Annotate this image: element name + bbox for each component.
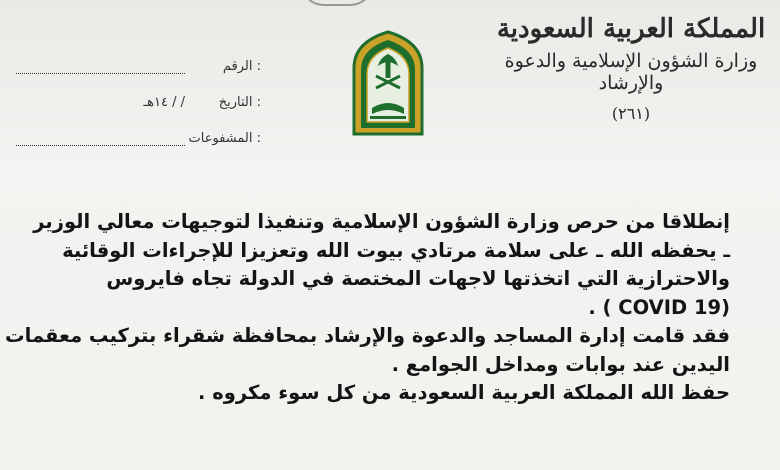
ministry-header xyxy=(496,14,766,123)
date-row xyxy=(16,74,261,110)
partial-stamp xyxy=(300,0,374,6)
attachments-field xyxy=(16,129,185,146)
body-line: اليدين عند بوابات ومداخل الجوامع . xyxy=(391,352,730,376)
number-field xyxy=(16,57,185,74)
attachments-label: : المشفوعات xyxy=(188,131,261,146)
reference-fields xyxy=(16,38,261,146)
date-label: : التاريخ xyxy=(218,95,261,110)
number-label: : الرقم xyxy=(222,59,261,74)
kingdom-name: المملكة العربية السعودية xyxy=(496,14,766,44)
body-line: والاحترازية التي اتخذتها لاجهات المختصة في الدولة تجاه فايروس xyxy=(106,267,730,290)
attachments-row xyxy=(16,110,261,146)
date-field: / / ١٤هـ xyxy=(143,95,185,110)
body-line: ـ يحفظه الله ـ على سلامة مرتادي بيوت الله وتعزيزا للإجراءات الوقائية xyxy=(62,238,730,262)
body-line: حفظ الله المملكة العربية السعودية من كل سوء مكروه . xyxy=(198,381,730,404)
ministry-emblem-icon xyxy=(350,28,426,136)
number-row xyxy=(16,38,261,74)
ministry-name: وزارة الشؤون الإسلامية والدعوة والإرشاد xyxy=(504,50,758,94)
body-line: فقد قامت إدارة المساجد والدعوة والإرشاد بمحافظة شقراء بتركيب معقمات xyxy=(5,324,730,347)
letter-body xyxy=(5,208,730,408)
form-code: (٢٦١) xyxy=(611,104,651,123)
body-line: إنطلاقا من حرص وزارة الشؤون الإسلامية وتنفيذا لتوجيهات معالي الوزير xyxy=(33,210,730,233)
body-line-covid: . ( COVID 19) xyxy=(588,295,730,319)
